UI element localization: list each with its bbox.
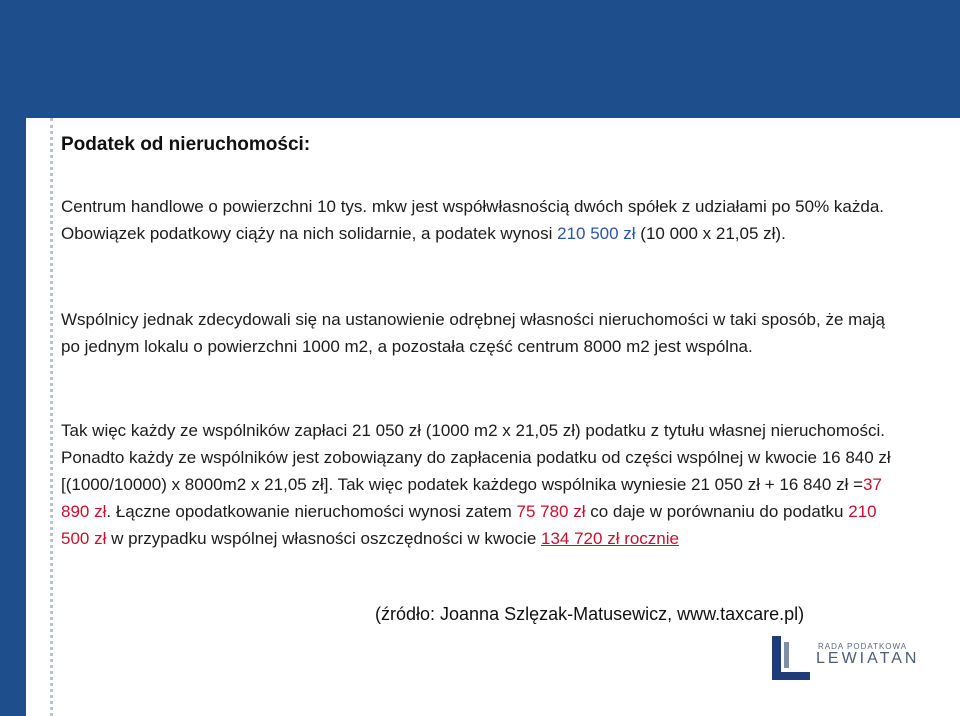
lewiatan-logo <box>770 634 920 684</box>
calc-text-4: w przypadku wspólnej własności oszczędności w kwocie <box>106 529 542 548</box>
paragraph-intro <box>61 193 901 247</box>
slide-title: Podatek od nieruchomości: <box>61 134 311 155</box>
dotted-divider <box>50 118 53 716</box>
intro-text-2: (10 000 x 21,05 zł). <box>635 224 786 243</box>
original-tax: 210 500 zł <box>61 502 877 548</box>
per-partner-tax: 37 890 zł <box>61 475 882 521</box>
calc-text-3: co daje w porównaniu do podatku <box>585 502 849 521</box>
paragraph-co-owners: Wspólnicy jednak zdecydowali się na ustanowienie odrębnej własności nieruchomości w taki sposób, że mają po jednym lokalu o powierzchni 1000 m2, a pozostała część centrum 8000 m2 jest wspólna. <box>61 310 885 356</box>
annual-savings: 134 720 zł rocznie <box>541 529 679 548</box>
side-band <box>0 0 26 716</box>
total-tax: 75 780 zł <box>516 502 586 521</box>
logo-mark-icon <box>770 634 812 684</box>
logo-subtitle: RADA PODATKOWA <box>818 642 908 651</box>
source-citation: (źródło: Joanna Szlęzak-Matusewicz, www.taxcare.pl) <box>375 604 805 624</box>
calc-text-1: Tak więc każdy ze wspólników zapłaci 21 050 zł (1000 m2 x 21,05 zł) podatku z tytułu własnej nieruchomości. Ponadto każdy ze wspólników jest zobowiązany do zapłacenia podatku od części wspólnej w kwocie 16 840 zł [(1000/10000) x 8000m2 x 21,05 zł]. Tak więc podatek każdego wspólnika wyniesie 21 050 zł + 16 840 zł = <box>61 421 891 494</box>
intro-tax-amount: 210 500 zł <box>557 224 636 243</box>
calc-text-2: . Łączne opodatkowanie nieruchomości wynosi zatem <box>106 502 517 521</box>
header-band <box>0 0 960 118</box>
paragraph-calculation <box>61 417 901 552</box>
logo-name: LEWIATAN <box>816 650 920 667</box>
intro-text-1: Centrum handlowe o powierzchni 10 tys. mkw jest współwłasnością dwóch spółek z udziałami po 50% każda. Obowiązek podatkowy ciąży na nich solidarnie, a podatek wynosi <box>61 197 885 243</box>
